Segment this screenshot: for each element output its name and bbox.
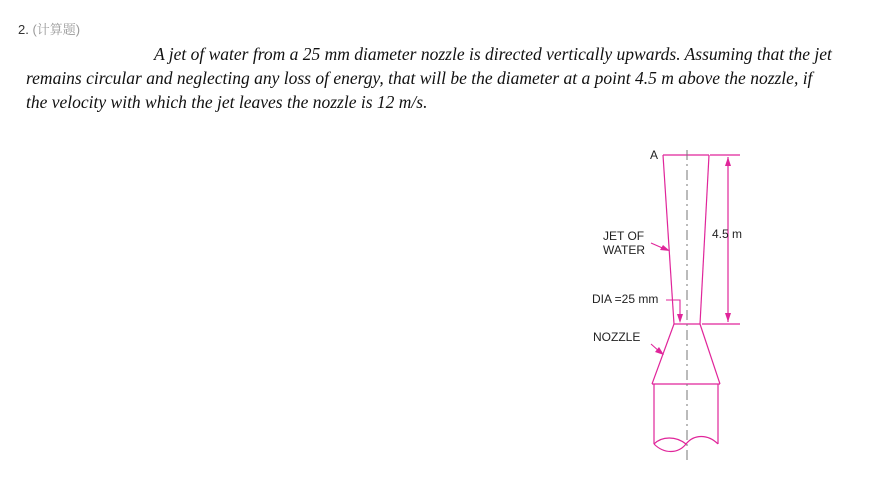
nozzle-right-edge [700,324,720,384]
dia-leader-arrow [677,314,683,323]
height-arrow-down [725,313,731,322]
pipe-break-line-lower [654,438,686,444]
label-jet-line2: WATER [603,243,645,257]
question-type: (计算题) [32,22,81,37]
label-point-a: A [650,148,659,162]
jet-right-edge [700,155,709,324]
question-number: 2. [18,22,29,37]
jet-left-edge [663,155,674,324]
question-text: A jet of water from a 25 mm diameter nozzle is directed vertically upwards. Assuming that the jet remains circular and neglecting any loss of energy, that will be the diameter at a point 4.5 m above the nozzle, if the velocity with which the jet leaves the nozzle is 12 m/s. [26,44,832,112]
label-height: 4.5 m [712,227,743,241]
label-nozzle: NOZZLE [593,330,641,344]
height-arrow-up [725,157,731,166]
label-diameter: DIA =25 mm [592,292,659,306]
label-jet-line1: JET OF [603,229,645,243]
